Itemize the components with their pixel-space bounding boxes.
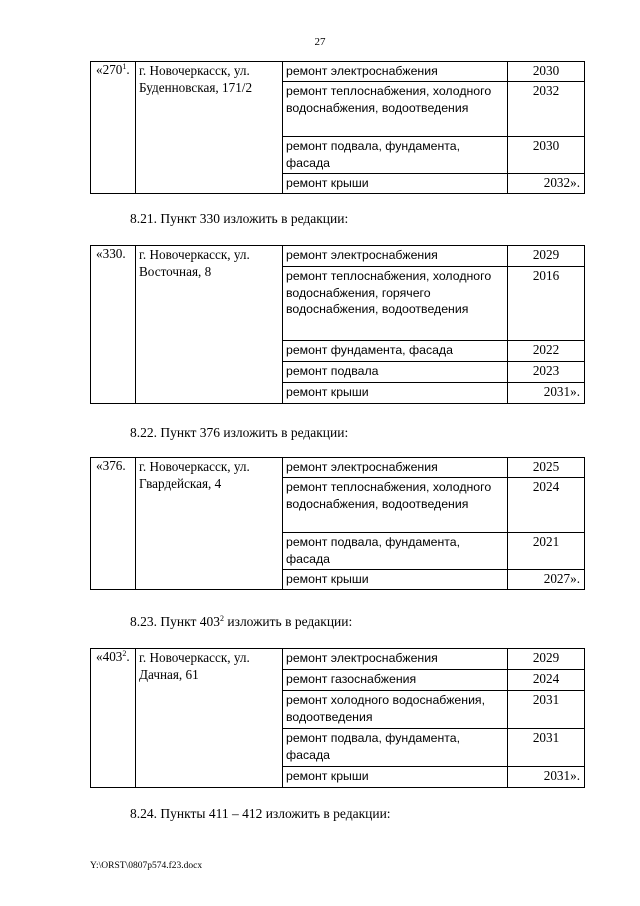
year-cell: 2030 <box>508 62 585 82</box>
paragraph-8-24: 8.24. Пункты 411 – 412 изложить в редакции: <box>130 806 391 821</box>
work-type-cell: ремонт электроснабжения <box>283 649 508 670</box>
year-cell: 2022 <box>508 341 585 362</box>
year-cell: 2032 <box>508 82 585 137</box>
table-row <box>91 649 585 670</box>
year-cell: 2032». <box>508 174 585 194</box>
work-type-cell: ремонт теплоснабжения, холодного водоснабжения, водоотведения <box>283 82 508 137</box>
work-type-cell: ремонт холодного водоснабжения, водоотведения <box>283 691 508 729</box>
table-item-330 <box>90 245 585 404</box>
year-cell: 2016 <box>508 267 585 341</box>
year-cell: 2030 <box>508 137 585 174</box>
work-type-cell: ремонт подвала <box>283 362 508 383</box>
paragraph-8-22: 8.22. Пункт 376 изложить в редакции: <box>130 425 349 440</box>
work-type-cell: ремонт электроснабжения <box>283 62 508 82</box>
year-cell: 2029 <box>508 649 585 670</box>
work-type-cell: ремонт подвала, фундамента, фасада <box>283 729 508 767</box>
year-cell: 2023 <box>508 362 585 383</box>
item-number-cell: «$270^1$. <box>91 62 136 194</box>
item-number-cell: «330. <box>91 246 136 404</box>
year-cell: 2031 <box>508 691 585 729</box>
year-cell: 2024 <box>508 478 585 533</box>
work-type-cell: ремонт крыши <box>283 570 508 590</box>
work-type-cell: ремонт электроснабжения <box>283 458 508 478</box>
work-type-cell: ремонт крыши <box>283 383 508 404</box>
year-cell: 2031». <box>508 383 585 404</box>
work-type-cell: ремонт подвала, фундамента, фасада <box>283 137 508 174</box>
address-cell: г. Новочеркасск, ул. Дачная, 61 <box>136 649 283 788</box>
work-type-cell: ремонт фундамента, фасада <box>283 341 508 362</box>
page-number: 27 <box>314 36 326 48</box>
table-row <box>91 458 585 478</box>
year-cell: 2031 <box>508 729 585 767</box>
paragraph-8-23: 8.23. Пункт $403^2$ изложить в редакции: <box>130 614 353 629</box>
address-cell: г. Новочеркасск, ул. Гвардейская, 4 <box>136 458 283 590</box>
table-row <box>91 62 585 82</box>
table-row <box>91 246 585 267</box>
year-cell: 2025 <box>508 458 585 478</box>
year-cell: 2029 <box>508 246 585 267</box>
work-type-cell: ремонт теплоснабжения, холодного водоснабжения, горячего водоснабжения, водоотведения <box>283 267 508 341</box>
work-type-cell: ремонт подвала, фундамента, фасада <box>283 533 508 570</box>
year-cell: 2027». <box>508 570 585 590</box>
address-cell: г. Новочеркасск, ул. Восточная, 8 <box>136 246 283 404</box>
work-type-cell: ремонт крыши <box>283 767 508 788</box>
year-cell: 2024 <box>508 670 585 691</box>
year-cell: 2031». <box>508 767 585 788</box>
table-item-270-1 <box>90 61 585 194</box>
table-item-376 <box>90 457 585 590</box>
paragraph-8-21: 8.21. Пункт 330 изложить в редакции: <box>130 211 349 226</box>
year-cell: 2021 <box>508 533 585 570</box>
file-path-footer: Y:\ORST\0807p574.f23.docx <box>90 861 203 871</box>
work-type-cell: ремонт электроснабжения <box>283 246 508 267</box>
work-type-cell: ремонт газоснабжения <box>283 670 508 691</box>
table-item-403-2 <box>90 648 585 788</box>
item-number-cell: «376. <box>91 458 136 590</box>
item-number-cell: «$403^2$. <box>91 649 136 788</box>
work-type-cell: ремонт крыши <box>283 174 508 194</box>
address-cell: г. Новочеркасск, ул. Буденновская, 171/2 <box>136 62 283 194</box>
work-type-cell: ремонт теплоснабжения, холодного водоснабжения, водоотведения <box>283 478 508 533</box>
